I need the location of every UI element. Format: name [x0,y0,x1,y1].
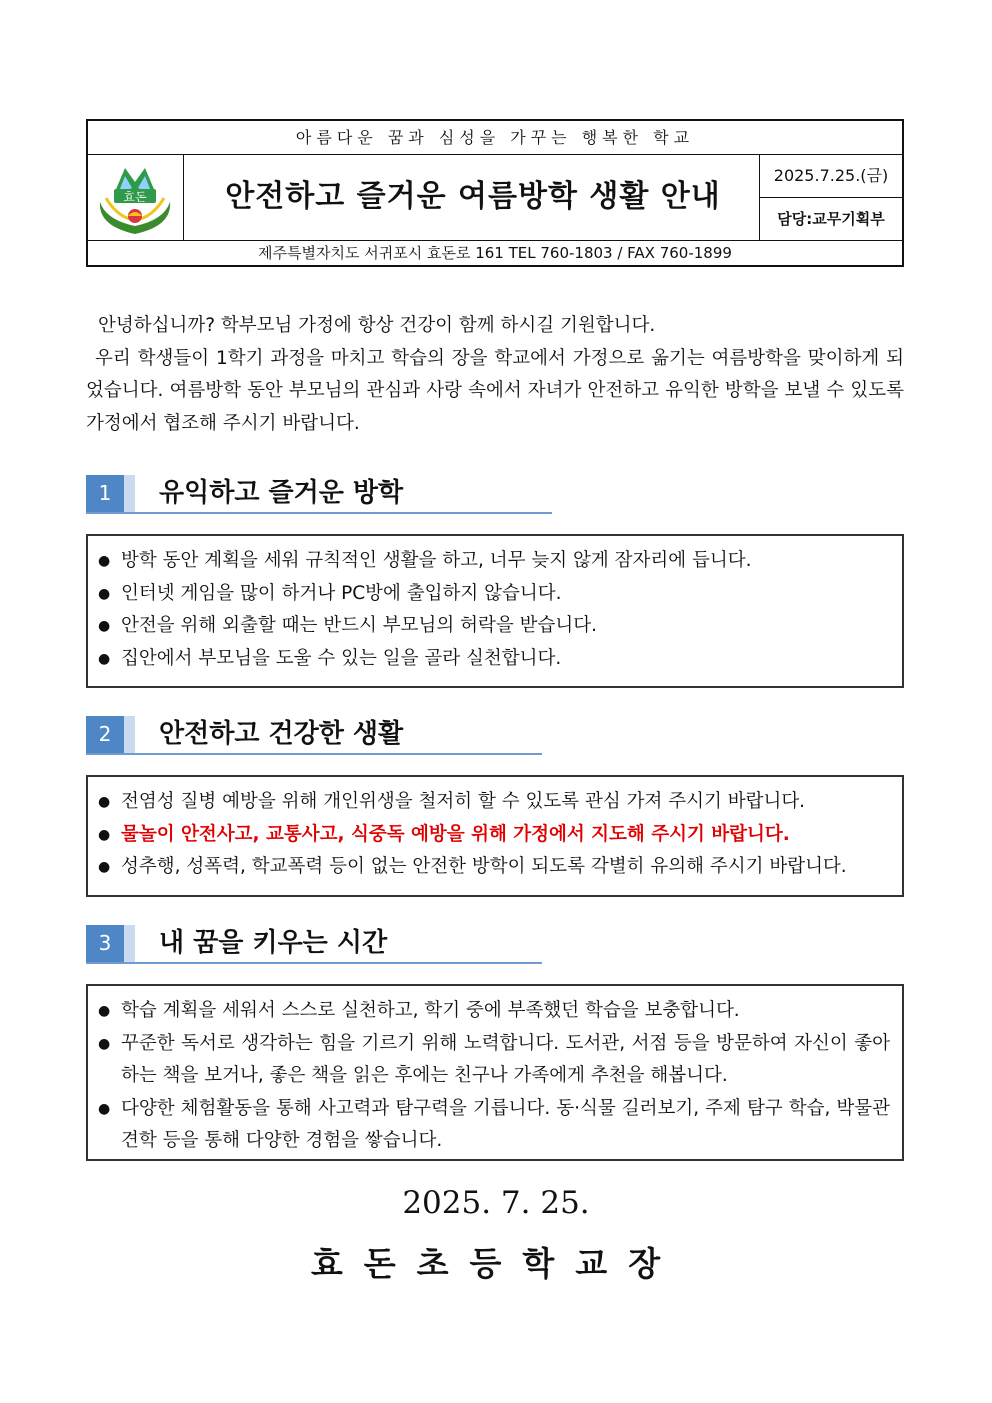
list-item: ● 성추행, 성폭력, 학교폭력 등이 없는 안전한 방학이 되도록 각별히 유의해 주시기 바랍니다. [98,856,847,877]
list-item: ● 방학 동안 계획을 세워 규칙적인 생활을 하고, 너무 늦지 않게 잠자리에 듭니다. [98,550,752,571]
principal-signature: 효돈초등학교장 [310,1244,682,1283]
section-number: 2 [86,716,124,753]
school-contact: 제주특별자치도 서귀포시 효돈로 161 TEL 760-1803 / FAX 760-1899 [258,244,732,262]
section-1-heading [86,475,552,514]
section-3-heading [86,925,542,964]
list-item: ● 인터넷 게임을 많이 하거나 PC방에 출입하지 않습니다. [98,582,562,604]
section-title: 내 꿈을 키우는 시간 [159,928,388,958]
section-title: 안전하고 건강한 생활 [159,719,404,749]
list-item-warning: ● 물놀이 안전사고, 교통사고, 식중독 예방을 위해 가정에서 지도해 주시기 바랍니다. [98,823,790,845]
greeting-body: 우리 학생들이 1학기 과정을 마치고 학습의 장을 학교에서 가정으로 옮기는 여름방학을 맞이하게 되었습니다. 여름방학 동안 부모님의 관심과 사랑 속에서 자녀가 안전하고 유익한 방학을 보낼 수 있도록 가정에서 협조해 주시기 바랍니다. [86,347,904,434]
responsible-department: 담당:교무기획부 [759,198,902,240]
school-slogan: 아름다운 꿈과 심성을 가꾸는 행복한 학교 [88,121,902,155]
list-item: ● 안전을 위해 외출할 때는 반드시 부모님의 허락을 받습니다. [98,615,597,636]
list-item: ● 학습 계획을 세워서 스스로 실천하고, 학기 중에 부족했던 학습을 보충합니다. [98,1000,740,1021]
greeting-line: 안녕하십니까? 학부모님 가정에 항상 건강이 함께 하시길 기원합니다. [98,315,656,336]
section-title: 유익하고 즐거운 방학 [159,478,404,508]
logo-text: 효돈 [123,190,147,204]
section-2-box [86,775,904,897]
section-3-box [86,984,904,1161]
section-2-heading [86,716,542,755]
section-number: 3 [86,925,124,962]
section-1-box [86,534,904,688]
issue-date: 2025.7.25.(금) [759,154,902,198]
list-item: ● 다양한 체험활동을 통해 사고력과 탐구력을 기릅니다. 동·식물 길러보기, 주제 탐구 학습, 박물관 견학 등을 통해 다양한 경험을 쌓습니다. [98,1097,890,1151]
greeting [86,310,904,440]
letterhead [86,119,904,267]
footer-date: 2025. 7. 25. [402,1185,590,1221]
school-logo [88,154,184,240]
section-number: 1 [86,475,124,512]
list-item: ● 꾸준한 독서로 생각하는 힘을 기르기 위해 노력합니다. 도서관, 서점 등을 방문하여 자신이 좋아하는 책을 보거나, 좋은 책을 읽은 후에는 친구나 가족에게 추천을 해봅니다. [98,1032,890,1086]
document-title: 안전하고 즐거운 여름방학 생활 안내 [225,179,721,214]
list-item: ● 전염성 질병 예방을 위해 개인위생을 철저히 할 수 있도록 관심 가져 주시기 바랍니다. [98,791,806,812]
list-item: ● 집안에서 부모님을 도울 수 있는 일을 골라 실천합니다. [98,647,562,669]
